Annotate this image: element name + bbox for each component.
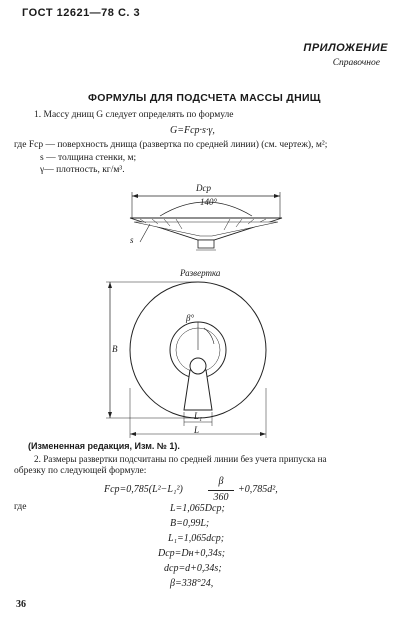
- where-label: где: [14, 502, 27, 512]
- change-note: (Измененная редакция, Изм. № 1).: [28, 441, 180, 451]
- formula-dcp-small: dср=d+0,34s;: [164, 563, 222, 574]
- page-number: 36: [16, 599, 26, 610]
- formula-frac-den: 360: [213, 492, 229, 503]
- formula-dcp: Dср=Dн+0,34s;: [158, 548, 226, 559]
- formula-main-right: +0,785d²,: [238, 484, 278, 495]
- angle-label: 140°: [200, 197, 218, 207]
- section1-intro: 1. Массу днищ G следует определять по формуле: [34, 110, 234, 120]
- formula-main-left: Fср=0,785(L²−L₁²): [104, 484, 183, 495]
- where-line-1: где Fср — поверхность днища (развертка по средней линии) (см. чертеж), м²;: [14, 140, 328, 150]
- formula-beta: β=338°24,: [170, 578, 214, 589]
- section2-line1: 2. Размеры развертки подсчитаны по средней линии без учета припуска на: [34, 454, 327, 464]
- development-diagram: [100, 278, 280, 438]
- formula-l1: L₁=1,065dср;: [168, 533, 225, 544]
- appendix-ref: Справочное: [332, 58, 380, 68]
- dim-l1-label: L₁: [194, 411, 203, 421]
- development-caption: Развертка: [180, 268, 221, 278]
- gost-header: ГОСТ 12621—78 С. 3: [22, 7, 141, 19]
- formula-b: B=0,99L;: [170, 518, 210, 529]
- where-line-2: s — толщина стенки, м;: [40, 153, 137, 163]
- thickness-label: s: [130, 235, 134, 245]
- dim-b-label: B: [112, 344, 118, 354]
- document-title: ФОРМУЛЫ ДЛЯ ПОДСЧЕТА МАССЫ ДНИЩ: [88, 92, 321, 104]
- appendix-title: ПРИЛОЖЕНИЕ: [303, 42, 388, 54]
- formula-l: L=1,065Dср;: [170, 503, 225, 514]
- dim-dcp-label: Dср: [196, 183, 211, 193]
- mass-formula: G=Fср·s·γ,: [170, 125, 215, 136]
- formula-frac-bar: [208, 490, 234, 491]
- formula-frac-num: β: [218, 476, 224, 487]
- where-line-3: γ— плотность, кг/м³.: [40, 165, 125, 175]
- beta-label: β°: [186, 313, 195, 323]
- dim-l-label: L: [194, 425, 200, 435]
- section2-line2: обрезку по следующей формуле:: [14, 466, 147, 476]
